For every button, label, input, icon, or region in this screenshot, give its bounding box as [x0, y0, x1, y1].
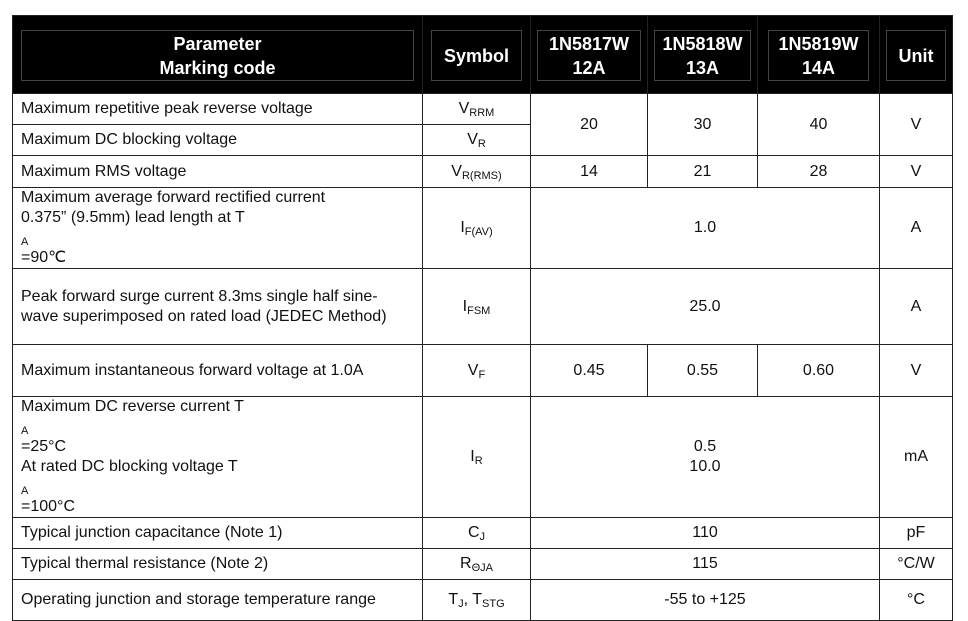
param-cell: Maximum RMS voltage [13, 156, 423, 188]
value-cell: 14 [531, 156, 648, 188]
table-row-cj [13, 518, 953, 549]
value-cell: 0.45 [531, 345, 648, 397]
part-marking-code: 14A [801, 57, 836, 78]
value-cell: 0.60 [758, 345, 880, 397]
value-cell: 115 [531, 549, 880, 580]
table-row-ifsm [13, 269, 953, 345]
part-header-1n5818w [648, 16, 758, 94]
value-cell: 40 [758, 94, 880, 156]
parameter-label: Parameter [173, 33, 262, 54]
value-cell: 21 [648, 156, 758, 188]
value-cell: 28 [758, 156, 880, 188]
unit-cell: V [880, 156, 953, 188]
param-cell: Typical junction capacitance (Note 1) [13, 518, 423, 549]
part-header-1n5817w [531, 16, 648, 94]
unit-cell: V [880, 94, 953, 156]
part-marking-code: 13A [685, 57, 720, 78]
symbol-cell: $I_{F(AV)}$ [423, 188, 531, 269]
table-row-vrrm [13, 94, 953, 125]
symbol-header [423, 16, 531, 94]
table-row-vf [13, 345, 953, 397]
value-cell: 30 [648, 94, 758, 156]
symbol-cell: $V_{R(RMS)}$ [423, 156, 531, 188]
value-cell: 25.0 [531, 269, 880, 345]
param-cell: Operating junction and storage temperature range [13, 580, 423, 621]
param-cell: Typical thermal resistance (Note 2) [13, 549, 423, 580]
symbol-cell: $C_J$ [423, 518, 531, 549]
part-name: 1N5818W [662, 33, 743, 54]
table-row-ifav [13, 188, 953, 269]
unit-cell: mA [880, 397, 953, 518]
symbol-cell: $V_R$ [423, 125, 531, 156]
value-cell: -55 to +125 [531, 580, 880, 621]
symbol-cell: $R_{\Theta JA}$ [423, 549, 531, 580]
parameter-header [13, 16, 423, 94]
param-cell: Maximum repetitive peak reverse voltage [13, 94, 423, 125]
specifications-table-container [12, 15, 952, 621]
unit-cell: V [880, 345, 953, 397]
value-cell: 110 [531, 518, 880, 549]
symbol-cell: $V_{RRM}$ [423, 94, 531, 125]
value-cell: 1.0 [531, 188, 880, 269]
unit-label: Unit [898, 45, 934, 66]
marking-code-label: Marking code [159, 57, 276, 78]
symbol-cell: $I_R$ [423, 397, 531, 518]
part-name: 1N5817W [548, 33, 630, 54]
unit-header [880, 16, 953, 94]
param-cell: Maximum average forward rectified current 0.375” (9.5mm) lead length at T $_A$ =90℃ [13, 188, 423, 269]
table-row-tj [13, 580, 953, 621]
header-row [13, 16, 953, 94]
part-marking-code: 12A [572, 57, 606, 78]
table-row-ir [13, 397, 953, 518]
unit-cell: pF [880, 518, 953, 549]
unit-cell: A [880, 269, 953, 345]
symbol-label: Symbol [443, 45, 509, 66]
table-row-vrms [13, 156, 953, 188]
param-cell: Maximum DC reverse current T $_A$ =25°C At rated DC blocking voltage T $_A$ =100°C [13, 397, 423, 518]
symbol-cell: $V_F$ [423, 345, 531, 397]
value-cell: 0.55 [648, 345, 758, 397]
unit-cell: °C [880, 580, 953, 621]
part-name: 1N5819W [778, 33, 859, 54]
symbol-cell: $T_J$, $T_{STG}$ [423, 580, 531, 621]
electrical-characteristics-table [12, 15, 953, 621]
unit-cell: °C/W [880, 549, 953, 580]
value-cell: 0.5 10.0 [531, 397, 880, 518]
param-cell: Maximum DC blocking voltage [13, 125, 423, 156]
value-cell: 20 [531, 94, 648, 156]
param-cell: Peak forward surge current 8.3ms single half sine-wave superimposed on rated load (JEDEC Method) [13, 269, 423, 345]
part-header-1n5819w [758, 16, 880, 94]
unit-cell: A [880, 188, 953, 269]
table-row-rth [13, 549, 953, 580]
param-cell: Maximum instantaneous forward voltage at 1.0A [13, 345, 423, 397]
symbol-cell: $I_{FSM}$ [423, 269, 531, 345]
